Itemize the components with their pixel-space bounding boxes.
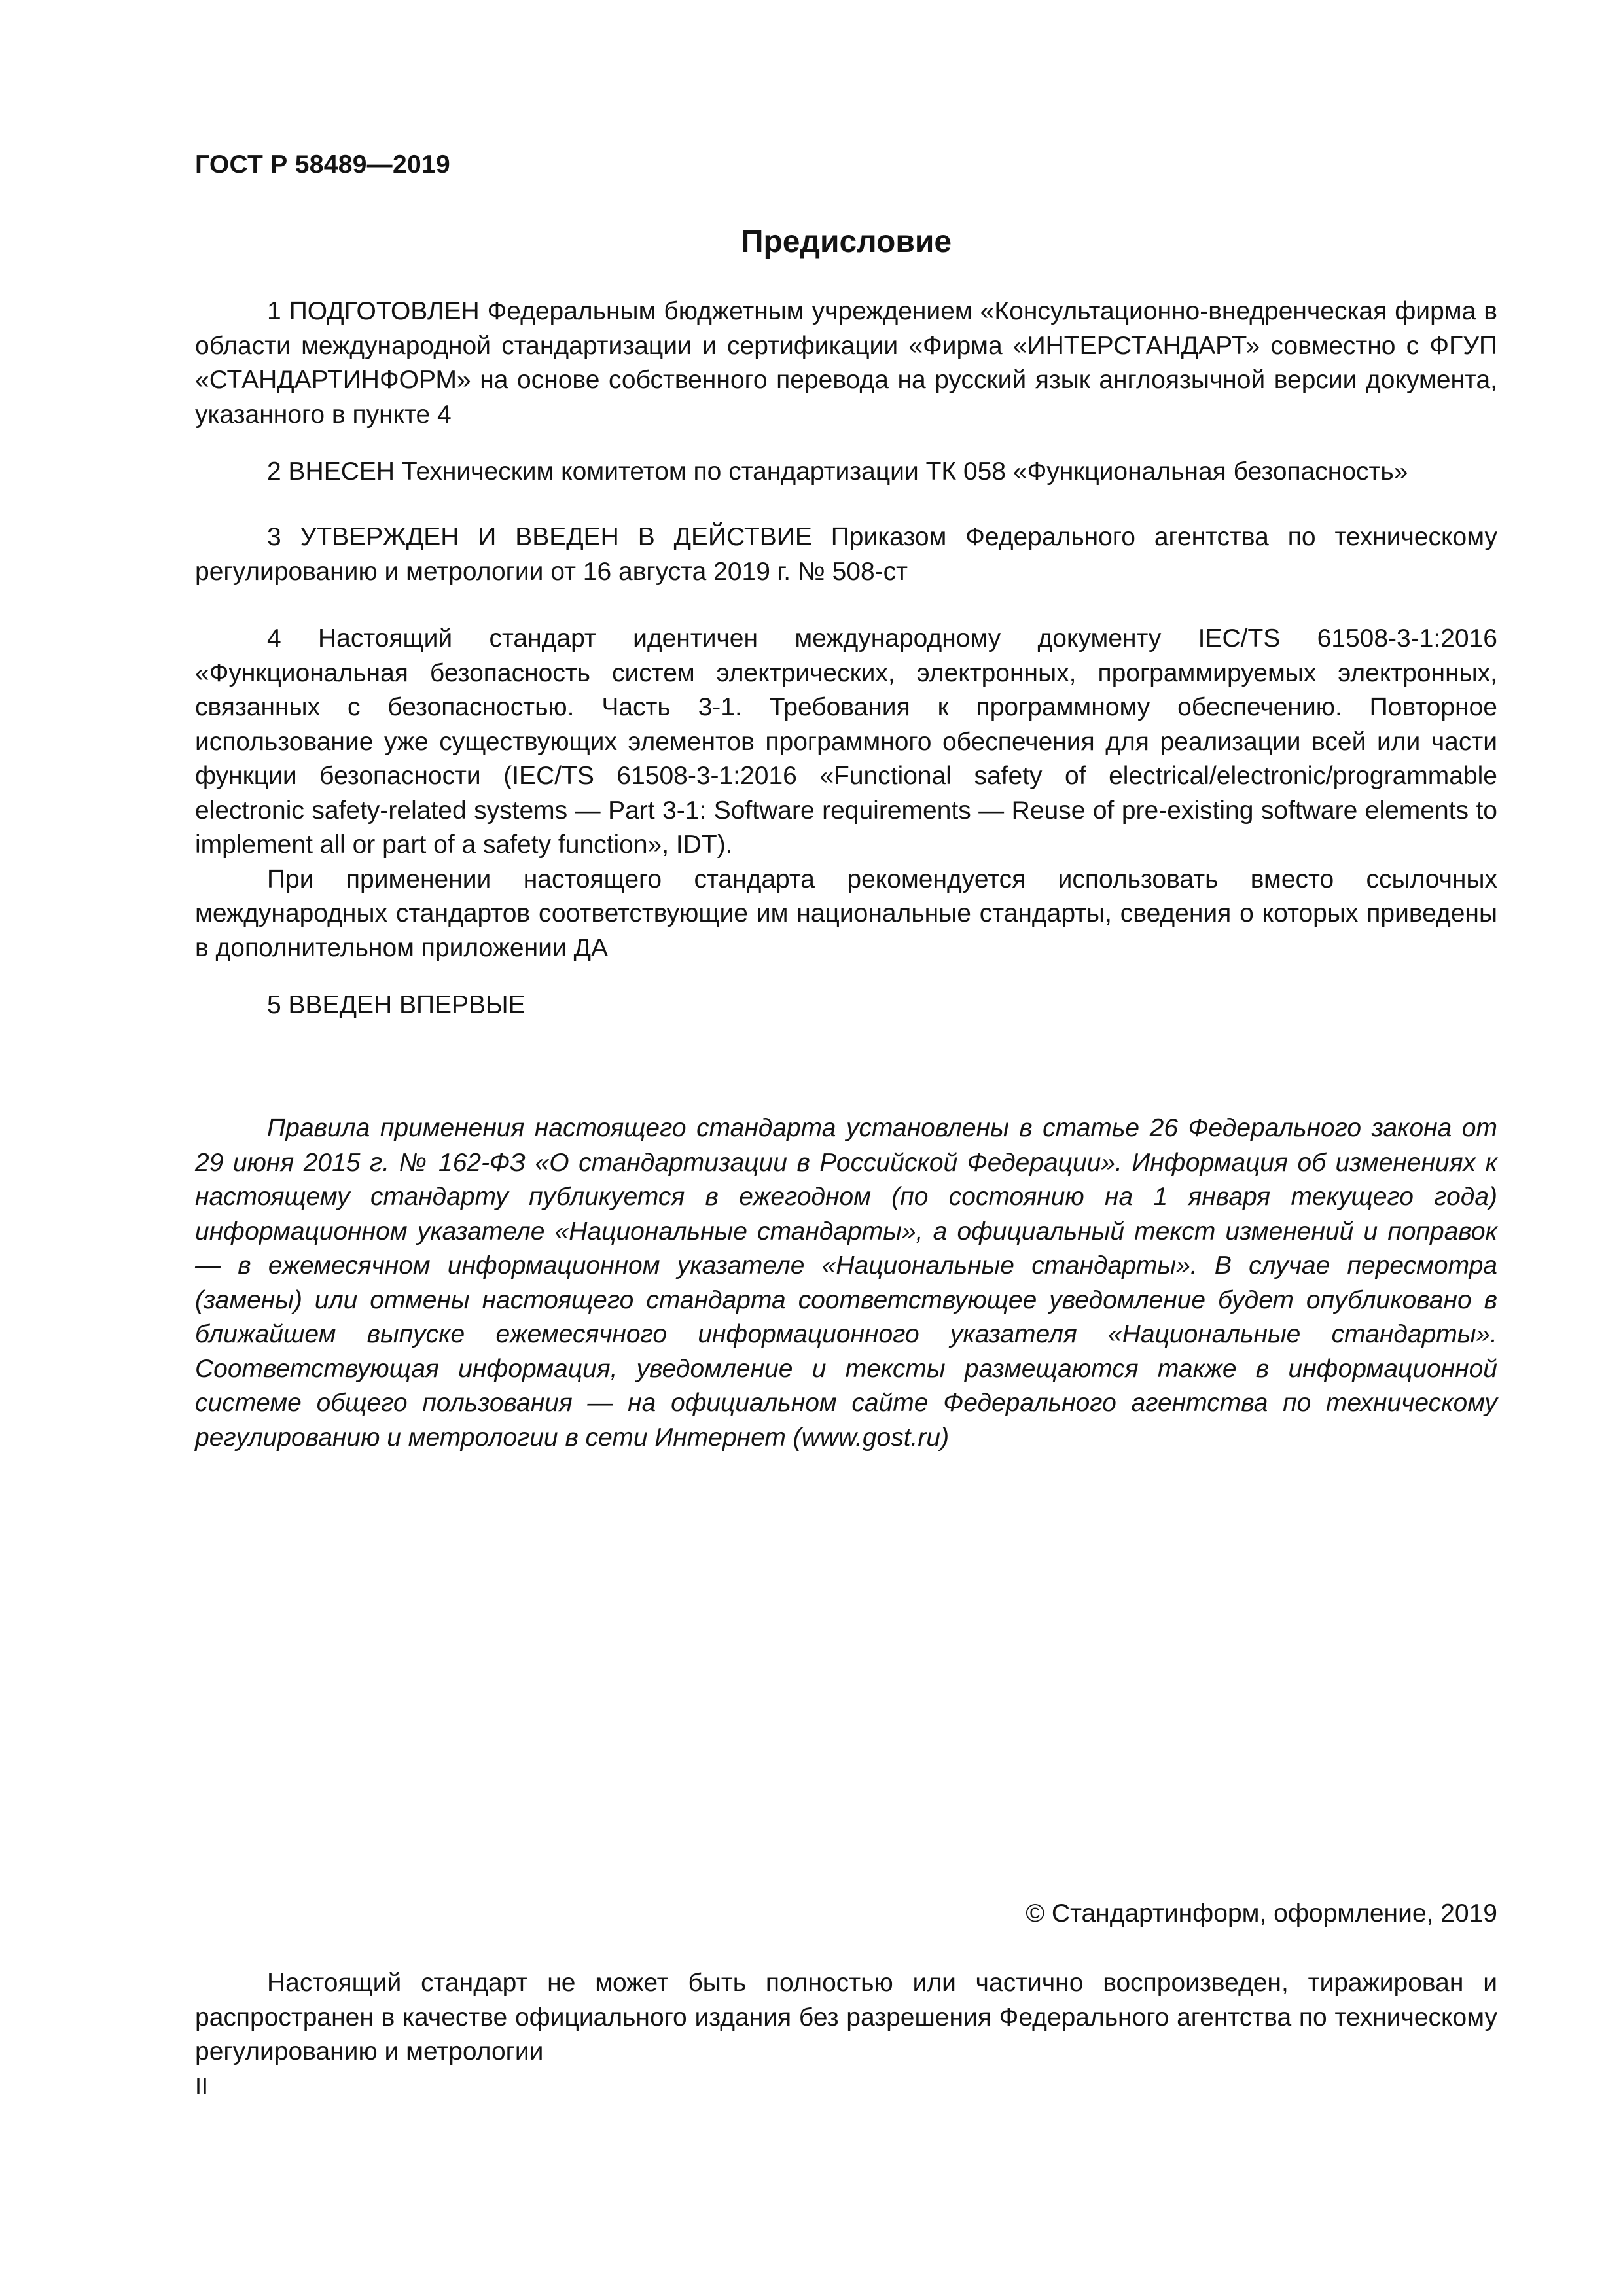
copyright-line: © Стандартинформ, оформление, 2019: [1026, 1899, 1497, 1928]
rules-notice: [195, 1111, 1497, 1455]
reproduction-notice: [195, 1966, 1497, 2070]
foreword-item-2-text: 2 ВНЕСЕН Техническим комитетом по стандартизации ТК 058 «Функциональная безопасность»: [267, 457, 1408, 486]
reproduction-notice-text: Настоящий стандарт не может быть полностью или частично воспроизведен, тиражирован и распространен в качестве официального издания без разрешения Федерального агентства по техническому регулированию и метрологии: [195, 1969, 1497, 2066]
document-designation: ГОСТ Р 58489—2019: [195, 151, 450, 179]
foreword-item-4-text: 4 Настоящий стандарт идентичен международному документу IEC/TS 61508-3-1:2016 «Функциональная безопасность систем электрических, электронных, программируемых электронных, связанных с безопасностью. Часть 3-1. Требования к программному обеспечению. Повторное использование уже существующих элементов программного обеспечения для реализации всей или части функции безопасности (IEC/TS 61508-3-1:2016 «Functional safety of electrical/electronic/programmable electronic safety-related systems — Part 3-1: Software requirements — Reuse of pre-existing software elements to implement all or part of a safety function», IDT).: [195, 624, 1497, 859]
foreword-item-5-text: 5 ВВЕДЕН ВПЕРВЫЕ: [267, 991, 526, 1019]
foreword-item-4: [195, 622, 1497, 965]
foreword-item-2: [195, 455, 1497, 490]
rules-notice-text: Правила применения настоящего стандарта установлены в статье 26 Федерального закона от 29 июня 2015 г. № 162-ФЗ «О стандартизации в Российской Федерации». Информация об изменениях к настоящему стандарту публикуется в ежегодном (по состоянию на 1 января текущего года) информационном указателе «Национальные стандарты», а официальный текст изменений и поправок — в ежемесячном информационном указателе «Национальные стандарты». В случае пересмотра (замены) или отмены настоящего стандарта соответствующее уведомление будет опубликовано в ближайшем выпуске ежемесячного информационного указателя «Национальные стандарты». Соответствующая информация, уведомление и тексты размещаются также в информационной системе общего пользования — на официальном сайте Федерального агентства по техническому регулированию и метрологии в сети Интернет (www.gost.ru): [195, 1114, 1497, 1452]
page-number: II: [195, 2073, 209, 2100]
foreword-item-3-text: 3 УТВЕРЖДЕН И ВВЕДЕН В ДЕЙСТВИЕ Приказом Федерального агентства по техническому регулированию и метрологии от 16 августа 2019 г. № 508-ст: [195, 523, 1497, 586]
foreword-item-4-note: При применении настоящего стандарта рекомендуется использовать вместо ссылочных международных стандартов соответствующие им национальные стандарты, сведения о которых приведены в дополнительном приложении ДА: [195, 865, 1497, 962]
foreword-item-1: [195, 295, 1497, 432]
foreword-item-3: [195, 520, 1497, 589]
page-title: Предисловие: [740, 224, 952, 259]
foreword-item-1-text: 1 ПОДГОТОВЛЕН Федеральным бюджетным учреждением «Консультационно-внедренческая фирма в области международной стандартизации и сертификации «Фирма «ИНТЕРСТАНДАРТ» совместно с ФГУП «СТАНДАРТИНФОРМ» на основе собственного перевода на русский язык англоязычной версии документа, указанного в пункте 4: [195, 297, 1497, 429]
foreword-item-5: [195, 988, 1497, 1023]
